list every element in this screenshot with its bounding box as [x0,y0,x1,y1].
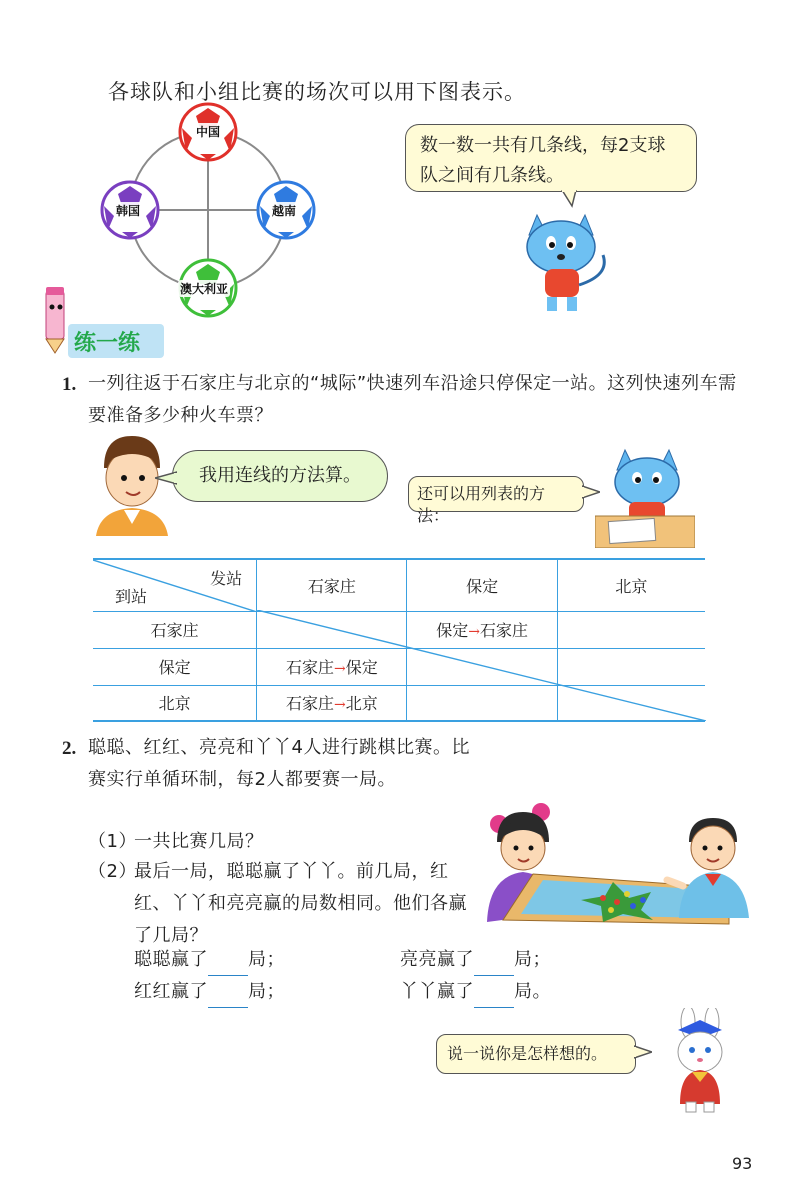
team-label-bottom: 澳大利亚 [180,282,229,296]
cat-bubble-text: 数一数一共有几条线，每2支球队之间有几条线。 [420,135,666,186]
table-cell: 石家庄→保定 [257,648,407,685]
boy-bubble-text: 我用连线的方法算。 [199,465,361,486]
table-header: 石家庄 [257,559,407,611]
table-diagonal-line [257,610,706,721]
row-label: 保定 [93,648,257,685]
arrow-icon: → [468,624,480,640]
boy-speech-bubble [172,450,388,502]
table-header: 北京 [557,559,705,611]
rabbit-bubble-text: 说一说你是怎样想的。 [447,1044,608,1063]
rabbit-speech-bubble [436,1034,636,1074]
arrow-icon: → [333,697,346,714]
corner-top-label: 发站 [210,569,243,588]
corner-bottom-label: 到站 [115,586,148,606]
q2-sub2-number: （2） [88,861,137,882]
page-number: 93 [732,1154,753,1173]
cat-speech-bubble [405,124,697,192]
team-label-right: 越南 [272,204,297,218]
answer-blank[interactable] [208,957,248,976]
table-corner-cell [93,559,257,611]
q2-sub2-text: 最后一局，聪聪赢了丫丫。前几局，红红、丫丫和亮亮赢的局数相同。他们各赢了几局？ [134,861,467,946]
answer-blank[interactable] [474,957,514,976]
table-header: 保定 [407,559,557,611]
cat-character-icon [515,205,620,317]
cat-at-desk-icon [595,442,695,548]
q2-number: 2. [62,738,77,759]
q2-text: 聪聪、红红、亮亮和丫丫4人进行跳棋比赛。比赛实行单循环制，每2人都要赛一局。 [88,737,470,790]
rabbit-bubble-tail [634,1044,652,1060]
q2-sub1-number: （1） [88,831,137,852]
fill-honghong: 红红赢了 局； [134,976,285,1008]
cat2-bubble-text: 还可以用列表的方法： [417,484,546,525]
fill-liangliang: 亮亮赢了 局； [400,944,551,976]
row-label: 北京 [93,685,257,721]
q1-number: 1. [62,374,77,395]
q1-text: 一列往返于石家庄与北京的“城际”快速列车沿途只停保定一站。这列快速列车需要准备多少种火车票？ [88,373,737,426]
rabbit-character-icon [660,1008,740,1114]
team-label-top: 中国 [196,125,221,139]
cat2-speech-bubble [408,476,584,525]
row-label: 石家庄 [93,611,257,648]
q2-sub1-text: 一共比赛几局？ [134,831,264,852]
team-label-left: 韩国 [116,204,141,218]
table-cell: 保定→石家庄 [407,611,557,648]
intro-text: 各球队和小组比赛的场次可以用下图表示。 [108,80,526,104]
arrow-icon: → [333,661,346,677]
table-cell: 石家庄→北京 [257,685,407,721]
fill-congcong: 聪聪赢了 局； [134,944,285,976]
section-title: 练一练 [74,331,141,356]
answer-blank[interactable] [474,989,514,1008]
boy-bubble-tail [155,470,177,486]
kids-playing-chess-illustration [483,802,751,934]
answer-blank[interactable] [208,989,248,1008]
fill-yaya: 丫丫赢了 局。 [400,976,551,1008]
